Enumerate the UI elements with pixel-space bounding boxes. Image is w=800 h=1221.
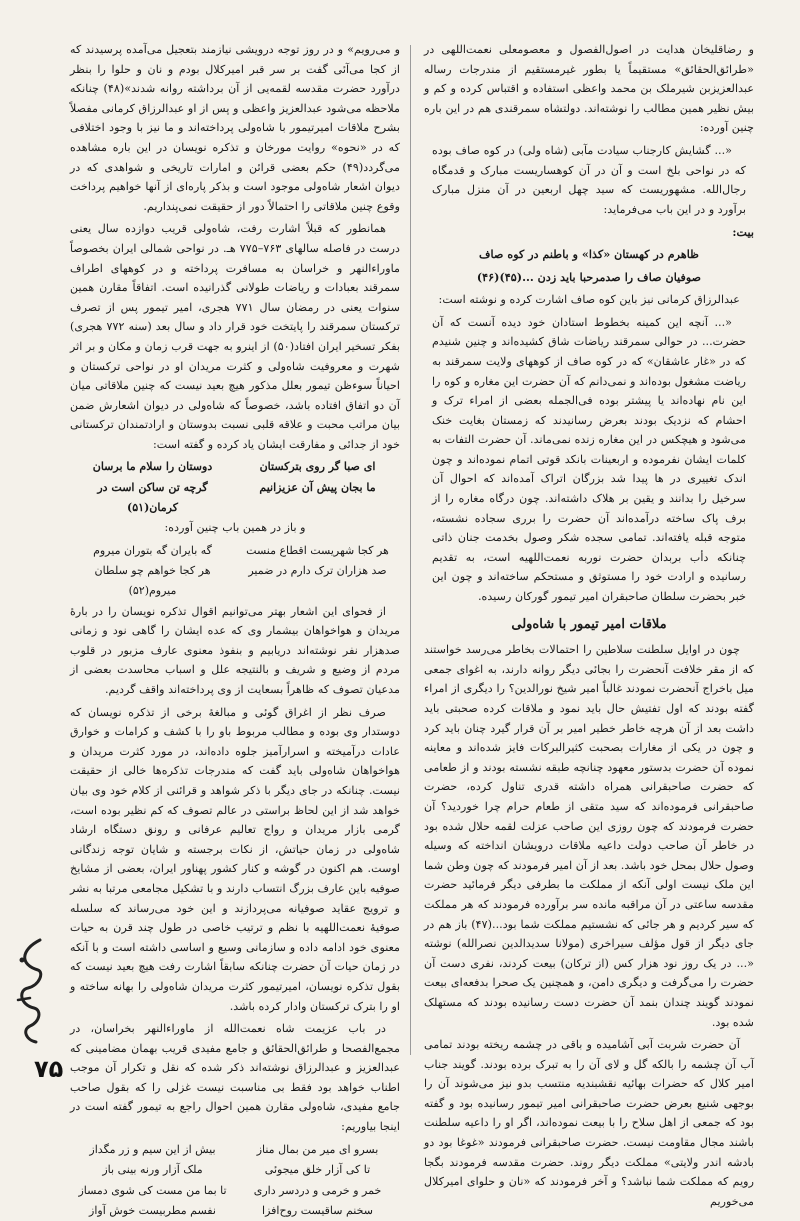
hemistich: هر کجا خواهم چو سلطان میروم(۵۲) (94, 564, 211, 598)
paragraph: عبدالرزاق کرمانی نیز باین کوه صاف اشارت کرده و نوشته است: (438, 293, 740, 307)
verse-couplet (76, 1181, 394, 1201)
hemistich: خمر و خرمی و دردسر داری (253, 1183, 382, 1197)
paragraph: از فحوای این اشعار بهتر می‌توانیم اقوال تذکره نویسان را در بارهٔ مریدان و هواخواهان بیشمار وی که عده ایشان را گاهی نود و زمانی صدهزار نفر نوشته‌اند دریابیم و بنفوذ معنوی عارف مزبور در قلوب مردم از وضیع و شریف و بالنتیجه علل و اسباب محاسدت بعضی از مدعیان تصوف که ظاهراً بسعایت از وی پرداخته‌اند واقف گردیم. (70, 604, 400, 696)
kerman-logo-icon (10, 930, 50, 1050)
hemistich: سخنم ساقیست روح‌افزا (262, 1204, 373, 1218)
verse-label: بیت: (732, 225, 754, 240)
verse-intro: و باز در همین باب چنین آورده: (164, 521, 306, 535)
hemistich: گه بایران گه بتوران میروم (93, 543, 212, 557)
section-heading: ملاقات امیر تیمور با شاه‌ولی (511, 616, 667, 632)
verse-couplet (76, 1201, 394, 1221)
paragraph: و رضاقلیخان هدایت در اصول‌الفصول و معصومعلی نعمت‌اللهی در «طرائق‌الحقائق» مستقیماً یا بطور غیرمستقیم از مندرجات رساله عبدالعزیزبن شیرملک بن محمد واعظی استفاده و اقتباس کرده و کم و بیش نظیر همین مطالب را نوشته‌اند. دولتشاه سمرقندی هم در این باره چنین آورده: (424, 43, 754, 135)
paragraph: چون در اوایل سلطنت سلاطین را احتمالات بخاطر می‌رسد خواستند که از مقر خلافت آنحضرت را بجائی دیگر روانه دارند، به اغوای جمعی میل باخراج آنحضرت نمودند غالباً امیر شیخ نورالدین؟ را دیگری از امراء گفته بودند که اول تفتیش حال باید نمود و ملاقات کرده صحبتی باید داشت بعد از آن هرچه خاطر خطیر امیر بر آن قرار گیرد چنان باید کرد و چون در یکی از مغارات بصحبت کثیرالبرکات فایز شده‌اند و معاینه نموده آن حضرت بدستور معهود چنانچه طبقه نشسته بودند و از طعامی که حضرت صاحبقرانی همراه داشته قدری تناول کرده، حضرت صاحبقرانی فرموده‌اند که سید متقی از طعام حرام چرا خوردید؟ آن حضرت فرمودند که چون روزی این صاحب عزلت لقمه حلال شده بود در خاطر آن صاحب دولت داعیه ملاقات درویشان انداخته که وسیله وصول حلال بمحل خود باشد. بعد از آن امیر فرمودند که چون وطن شما این ملک نیست اولی آنکه از مملکت ما بطرفی دیگر فرمائید حضرت مقدسه ساعتی در آن مراقبه مانده سر برآورده فرمودند که هر مملکت که سیر کردیم و هر جائی که نشستیم مملکت شما بود...(۴۷) باز هم در جای دیگر از قول مؤلف سیراخری (مولانا سدیدالدین نصرالله) نوشته «... در یک روز نود هزار کس (از ترکان) بیعت کردند، نفری دست آن حضرت را می‌گرفت و دیگری دامن، و همچنین یک صحرا بدفعه‌ای بیعت نمودند گویند چندان بنمد آن حضرت دست رسانیده بودند که مستهلک شده بود. (424, 643, 754, 1029)
right-column (424, 40, 754, 1208)
paragraph: صرف نظر از اغراق گوئی و مبالغهٔ برخی از تذکره نویسان که دوستدار وی بوده و مطالب مربوط باو را با کشف و کرامات و خوارق عادات درآمیخته و اسرارآمیز جلوه داده‌اند، در مورد کثرت مریدان و هواخواهان شاه‌ولی باید گفت که مندرجات تذکره‌ها خالی از حقیقت نیست. چنانکه در جای دیگر با ذکر شواهد و قرائنی از کلام خود وی بیان خواهد شد از این لحاظ براستی در عالم تصوف که کم نظیر بوده است، گرمی بازار مریدان و رواج تعالیم عرفانی و رونق دستگاه ارشاد شاه‌ولی در زمان حیاتش، از نکات برجسته و شایان توجه زندگانی اوست. هم اکنون در گوشه و کنار کشور پهناور ایران، بعضی از مشایخ صوفیه باین عارف بزرگ انتساب دارند و با تشکیل مجامعی مرتبا به نشر و ترویج عقاید صوفیانه می‌پردازند و این خود می‌رساند که سلسله صوفیهٔ نعمت‌اللهیه با نظم و ترتیب خاصی در طول چند قرن به حیات معنوی خود ادامه داده و سازمانی وسیع و اساسی داشته است و با آنکه در زمان حیات آن حضرت چنانکه سابقاً اشارت رفت هیچ بعید نیست که بقول تذکره نویسان، امیرتیمور کثرت مریدان شاه‌ولی را بهانه ساخته و او را بترک ترکستان وادار کرده باشد. (70, 705, 400, 1013)
verse-couplet (76, 1140, 394, 1160)
hemistich: تا بما من مست کی شوی دمساز (78, 1183, 227, 1197)
paragraph: آن حضرت شربت آبی آشامیده و باقی در چشمه ریخته بودند تمامی آب آن چشمه را بالکه گل و لای آن را به تبرک برده بودند. گویند جناب امیر کلال که حضرات بهائیه نقشبندیه منتسب بدو نیز می‌شوند آن را بوجهی شنیع بعرض حضرت صاحبقرانی امیر تیمور رسانیده بود و گفته بود که جمعی از اهل سلاح را با بیعت نموده‌اند، اگر او را داعیه سلطنت باشند مجال مقاومت نیست. حضرت صاحبقرانی فرمودند «غوغا بود دو بادشه اندر ولایتی» مملکت دیگر روند. حضرت مقدسه فرمودند بگجا رویم که مملکت شما نباشد؟ و آخر فرمودند که «نان و حلوای امیرکلال می‌خوریم (424, 1038, 754, 1208)
hemistich: ای صبا گر روی بترکستان (259, 460, 376, 474)
column-divider (410, 45, 411, 1055)
hemistich: بیش از این سیم و زر مگداز (89, 1142, 216, 1156)
hemistich: ما بجان پیش آن عزیزانیم (259, 481, 376, 495)
quote-paragraph: «... گشایش کارجناب سیادت مآبی (شاه ولی) در کوه صاف بوده که در نواحی بلخ است و آن در آن کوهساریست مبارک و قدمگاه رجال‌الله. مشهوریست که سید چهل اربعین در آن منزل مبارک برآورد و در این باب می‌فرماید: (432, 143, 746, 216)
paragraph: در باب عزیمت شاه نعمت‌الله از ماوراءالنهر بخراسان، در مجمع‌الفصحا و طرائق‌الحقائق و جامع مفیدی قریب بهمان مضامینی که عبدالعزیز و عبدالرزاق نوشته‌اند ذکر شده که نقل و تکرار آن موجب اطناب خواهد بود فقط بی مناسبت نیست غزلی را که بقول صاحب جامع مفیدی، شاه‌ولی مقارن همین احوال راجع به تیمور گفته است در اینجا بیاوریم: (70, 1022, 400, 1134)
left-column (70, 40, 401, 1218)
page-number: ۷۵ (34, 1055, 64, 1083)
hemistich: گرچه تن ساکن است در کرمان(۵۱) (97, 481, 208, 514)
paragraph: و می‌رویم» و در روز توجه درویشی نیازمند بتعجیل می‌آمده پرسیدند که از کجا می‌آئی گفت بر سر قبر امیرکلال بودم و نان و حلوا را بنظر درآورد حضرت مقدسه لقمه‌یی از آن برداشته روانه شدند»(۴۸) چنانکه ملاحظه می‌شود عبدالعزیز واعظی و پس از او عبدالرزاق کرمانی مفصلاً بشرح ملاقات امیرتیمور با شاه‌ولی پرداخته‌اند و ما نیز با وجود اختلافی که در «نحوه» روایت مورخان و تذکره نویسان در این باره مشاهده می‌گردد(۴۹) حکم بعضی قرائن و امارات تاریخی و شواهدی که در دیوان اشعار شاه‌ولی موجود است و بذکر پاره‌ای از آنها خواهیم پرداخت وقوع چنین ملاقاتی را احتمالاً دور از حقیقت نمی‌پنداریم. (70, 43, 400, 213)
verse-couplet (76, 561, 394, 600)
hemistich: هر کجا شهریست اقطاع منست (246, 543, 389, 557)
paragraph: همانطور که قبلاً اشارت رفت، شاه‌ولی قریب دوازده سال یعنی درست در فاصله سالهای ۷۶۳–۷۷۵ هـ. در نواحی شمالی ایران بخصوصاً ماوراءالنهر و خراسان به مسافرت پرداخته و در کوههای اطراف سمرقند بعبادات و ریاضات طولانی گذرانیده است. اتفاقاً مقارن همین سنوات یعنی در رمضان سال ۷۷۱ هجری، امیر تیمور پس از تصرف ترکستان سمرقند را پایتخت خود قرار داد و سال بعد (سنه ۷۷۲ هجری) بفکر تسخیر ایران افتاد(۵۰) از اینرو به جهت قرب زمان و مکان و بر اثر شهرت و معروفیت شاه‌ولی و کثرت مریدان او در نواحی ترکستان و احیاناً سوءظن تیمور بعلل مذکور هیچ بعید نیست که چنین ملاقاتی میان آن دو اتفاق افتاده باشد، خصوصاً که شاه‌ولی در دیوان اشعارش ضمن بیان مراتب محبت و علاقه قلبی نسبت بدوستان و ارادتمندان ترکستانی خود از جدائی و مفارقت ایشان یاد کرده و گفته است: (70, 222, 401, 451)
verse-line: ظاهرم در کهستان «کذا» و باطنم در کوه صاف (478, 246, 700, 261)
verse-couplet (76, 457, 394, 477)
hemistich: ملک آزار ورنه بینی باز (102, 1163, 203, 1177)
hemistich: بسرو ای میر من بمال مناز (256, 1142, 379, 1156)
verse-couplet (76, 541, 394, 561)
hemistich: تا کی آزار خلق میجوئی (264, 1163, 371, 1177)
hemistich: دوستان را سلام ما برسان (92, 460, 213, 474)
verse-couplet (76, 478, 394, 517)
verse-couplet (76, 1160, 394, 1180)
verse-line: صوفیان صاف را صدمرحبا باید زدن ...(۴۵)(۴۶) (476, 269, 702, 284)
hemistich: صد هزاران ترک دارم در ضمیر (248, 564, 387, 578)
quote-paragraph: «... آنچه این کمینه بخطوط استادان خود دیده آنست که آن حضرت... در حوالی سمرقند ریاضات شاق کشیده‌اند و چنین شنیدم که در «غار عاشقان» که در کوه صاف از کوههای ولایت سمرقند به ریاضت مشغول بوده‌اند و نمی‌دانم که آن حضرت این مغاره و کوه را این نام نهاده‌اند یا پیشتر بوده فی‌الجمله بعضی از امراء ترک و احشام که نزدیک بودند بعرض رسانیدند که زمستان بغایت خنک می‌شود و هیچکس در این مغاره زنده نمی‌ماند. آن حضرت التفات به کلمات ایشان نفرموده و اربعینات بانکد قوتی اتمام نموده‌اند و چون اندک تغییری در ها پیدا شد بزرگان اتراک آمده‌اند که احوال آن سرخیل را بدانند و یقین بر هلاک داشته‌اند. چون درگاه مغاره را از برف پاک ساخته درآمده‌اند آن حضرت را برری سجاده نشسته، متوجه قبله یافته‌اند. تمامی سجده شکر وصول بخدمت جنان ذاتی چنانکه دأب بربدان حضرت نوربه نعمت‌اللهیه است، به تقدیم رسانیده و ارادت خود را مستوثق و مستحکم ساخته‌اند و چون این خبر بحضرت سلطان صاحبقران امیر تیمور گورکان رسیده. (432, 315, 746, 604)
hemistich: نفسم مطربیست خوش آواز (89, 1204, 216, 1218)
kerman-logo (10, 930, 50, 1050)
